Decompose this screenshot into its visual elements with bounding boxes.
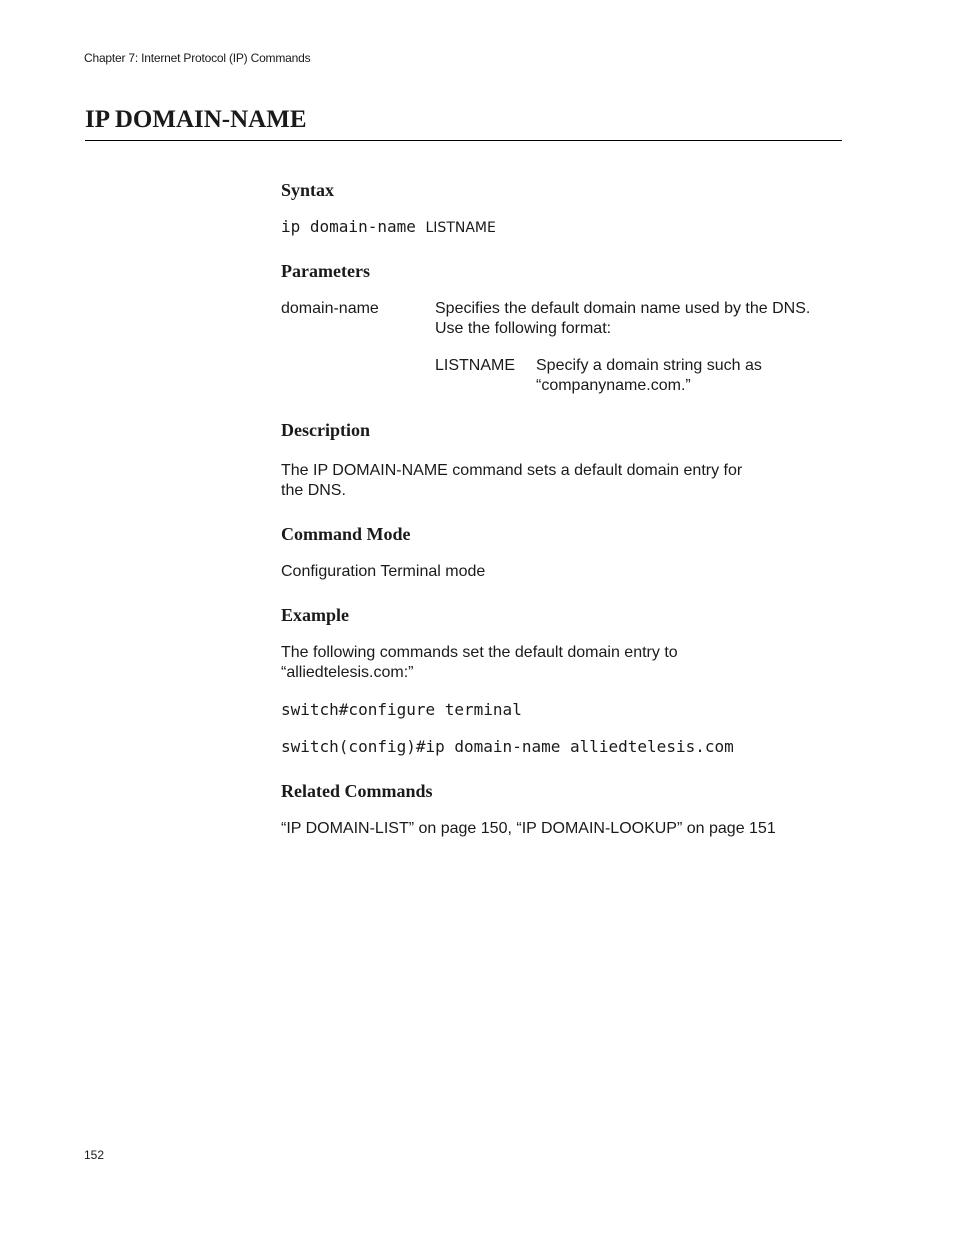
command-mode-heading: Command Mode [281, 524, 411, 544]
sub-parameter-name: LISTNAME [435, 357, 516, 374]
running-header: Chapter 7: Internet Protocol (IP) Commands [84, 51, 311, 65]
example-line2: “alliedtelesis.com:” [281, 664, 414, 681]
example-code-line2: switch(config)#ip domain-name alliedtelesis.com [281, 737, 734, 756]
page-number: 152 [84, 1148, 105, 1162]
example-line1: The following commands set the default domain entry to [281, 644, 678, 661]
description-line1: The IP DOMAIN-NAME command sets a default domain entry for [281, 462, 743, 479]
related-commands-text: “IP DOMAIN-LIST” on page 150, “IP DOMAIN-LOOKUP” on page 151 [281, 820, 776, 837]
related-commands-heading: Related Commands [281, 781, 433, 801]
syntax-command-text: ip domain-name [281, 217, 426, 236]
description-heading: Description [281, 420, 370, 440]
example-code-line1: switch#configure terminal [281, 700, 522, 719]
sub-parameter-description-line1: Specify a domain string such as [536, 357, 762, 374]
example-heading: Example [281, 605, 350, 625]
parameter-name: domain-name [281, 300, 379, 317]
parameter-description-line1: Specifies the default domain name used by the DNS. [435, 300, 811, 317]
syntax-argument: LISTNAME [425, 220, 496, 236]
parameter-description-line2: Use the following format: [435, 320, 612, 337]
command-mode-text: Configuration Terminal mode [281, 563, 486, 580]
sub-parameter-description-line2: “companyname.com.” [536, 377, 691, 394]
title-rule [85, 140, 842, 141]
description-line2: the DNS. [281, 482, 346, 499]
syntax-command [281, 217, 496, 236]
syntax-heading: Syntax [281, 180, 335, 200]
parameters-heading: Parameters [281, 261, 370, 281]
page-title: IP DOMAIN-NAME [85, 106, 307, 133]
